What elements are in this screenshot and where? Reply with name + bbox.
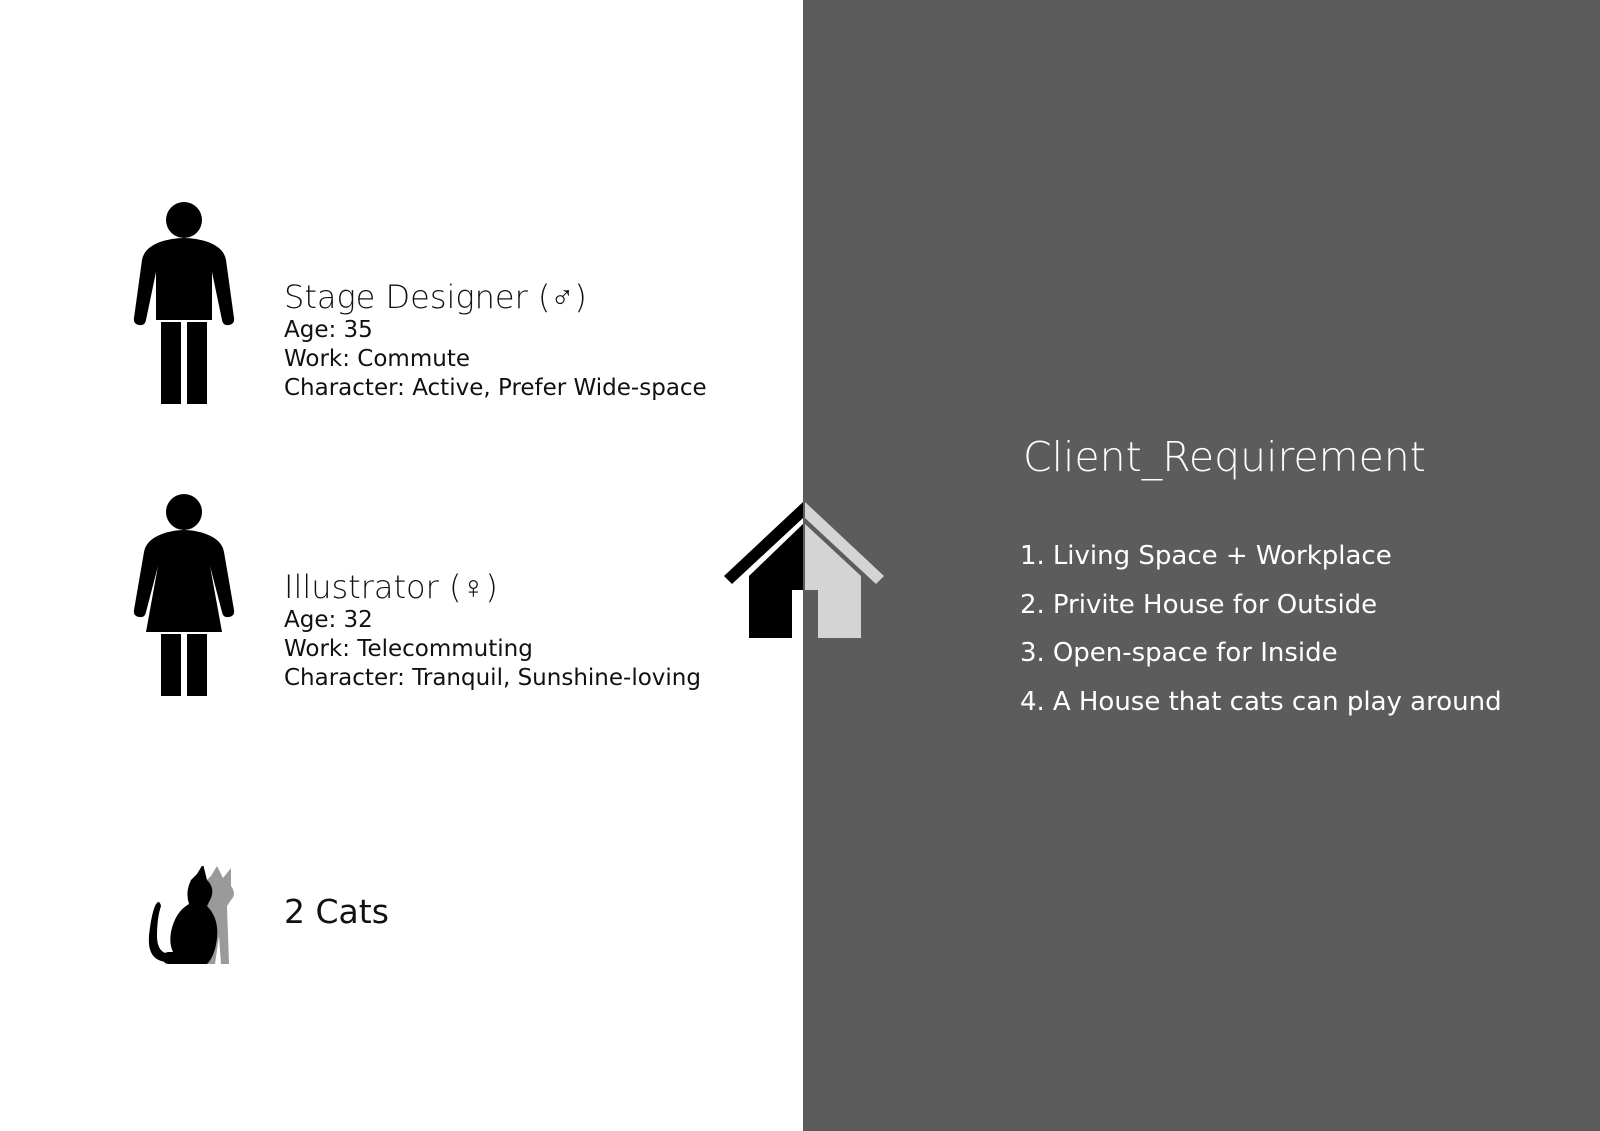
person-title: Stage Designer (♂) — [284, 278, 587, 316]
cats-icon — [145, 866, 241, 966]
requirement-number: 1. — [1020, 541, 1045, 571]
requirement-number: 2. — [1020, 589, 1045, 620]
house-icon — [724, 502, 884, 638]
person-character: Character: Active, Prefer Wide-space — [284, 375, 707, 401]
female-person-icon — [132, 492, 236, 698]
person-work: Work: Telecommuting — [284, 636, 533, 662]
requirements-list — [1020, 532, 1502, 726]
requirement-text: Privite House for Outside — [1052, 589, 1378, 620]
person-age: Age: 35 — [284, 317, 373, 343]
requirement-item — [1020, 532, 1502, 581]
requirement-text: Living Space + Workplace — [1052, 541, 1392, 571]
cats-label: 2 Cats — [284, 892, 389, 931]
requirement-number: 3. — [1020, 638, 1045, 668]
requirement-item — [1020, 678, 1502, 727]
male-person-icon — [132, 200, 236, 406]
requirement-item — [1020, 581, 1502, 630]
person-character: Character: Tranquil, Sunshine-loving — [284, 665, 701, 691]
person-work: Work: Commute — [284, 346, 470, 372]
requirement-item — [1020, 629, 1502, 678]
requirements-title: Client_Requirement — [1023, 433, 1426, 481]
person-title: Illustrator (♀) — [284, 568, 498, 606]
person-illustrator — [284, 568, 701, 693]
person-stage-designer — [284, 278, 707, 403]
requirement-number: 4. — [1020, 686, 1045, 717]
requirement-text: Open-space for Inside — [1052, 638, 1338, 668]
requirement-text: A House that cats can play around — [1052, 686, 1502, 717]
person-age: Age: 32 — [284, 607, 373, 633]
